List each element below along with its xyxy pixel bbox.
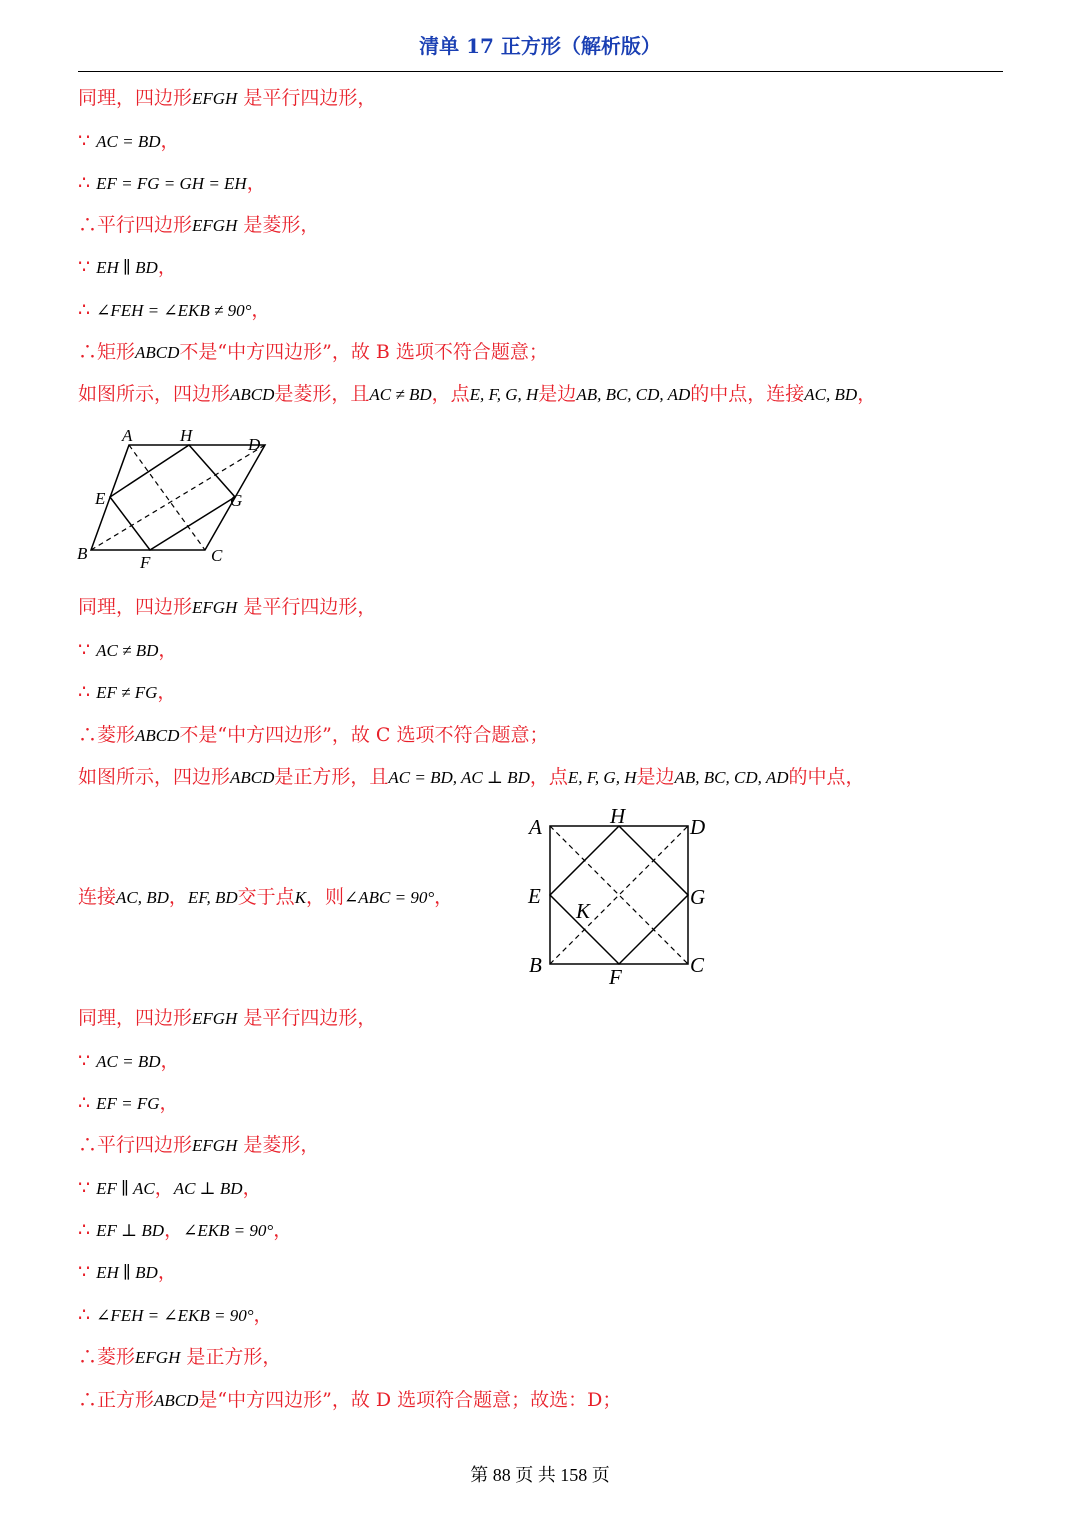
math-expression: E, F, G, H [469,385,539,404]
text-line [78,1260,177,1285]
logic-symbol: ∴ [78,1219,97,1241]
logic-symbol: ∴ [78,1092,97,1114]
vertex-label: H [610,804,626,828]
text-segment: ， [158,639,178,661]
math-expression: E, F, G, H [567,768,637,787]
text-segment: 矩形 [97,341,136,363]
math-expression: EFGH [135,1348,181,1367]
text-segment: ，点 [431,383,470,405]
text-line [78,595,376,620]
logic-symbol: ∴ [78,681,97,703]
text-segment: 是菱形， [237,214,320,236]
text-segment: ， [251,299,271,321]
text-segment: ， [242,1177,262,1199]
text-segment: 平行四边形 [97,214,193,236]
math-expression: AC = BD, AC ⊥ BD [388,768,530,787]
math-expression: ∠EKB = 90° [183,1221,274,1240]
vertex-label: G [230,491,243,510]
text-segment: ， [157,256,177,278]
text-segment: ， [154,1177,174,1199]
math-expression: AB, BC, CD, AD [576,385,691,404]
vertex-label: D [248,435,261,454]
logic-symbol: ∴ [78,172,97,194]
text-segment: 不是“中方四边形”，故 B 选项不符合题意； [179,341,548,363]
vertex-label: A [529,815,542,839]
text-line [78,129,180,154]
header-divider [78,71,1003,72]
text-line [78,1049,180,1074]
text-segment: 是边 [538,383,577,405]
text-segment: ， [273,1219,293,1241]
vertex-label: D [690,815,706,839]
vertex-label: K [576,899,591,923]
text-segment: 是平行四边形， [237,87,377,109]
vertex-label: E [95,489,106,508]
math-expression: AC ⊥ BD [173,1179,243,1198]
text-segment: ， [857,383,877,405]
text-segment: 是边 [636,766,675,788]
math-expression: EFGH [192,216,238,235]
logic-symbol: ∵ [78,639,97,661]
text-segment: 是“中方四边形”，故 D 选项符合题意；故选：D； [198,1389,622,1411]
math-expression: AC = BD [96,132,161,151]
math-expression: EF ≠ FG [96,683,158,702]
text-line [78,382,876,407]
logic-symbol: ∵ [78,1261,97,1283]
math-expression: AC, BD [804,385,858,404]
text-segment: 是平行四边形， [237,596,377,618]
text-segment: 平行四边形 [97,1134,193,1156]
math-expression: ABCD [230,385,275,404]
math-expression: ABCD [135,343,180,362]
text-segment: 是正方形，且 [274,766,389,788]
math-expression: AC ≠ BD [96,641,159,660]
math-expression: K [294,888,307,907]
logic-symbol: ∴ [78,341,98,363]
text-segment: ， [246,172,266,194]
logic-symbol: ∵ [78,256,97,278]
text-line [78,638,177,663]
logic-symbol: ∴ [78,724,98,746]
text-segment: 是正方形， [180,1346,282,1368]
text-segment: 如图所示，四边形 [78,383,231,405]
math-expression: EFGH [192,1136,238,1155]
math-expression: EF, BD [187,888,238,907]
text-segment: ， [160,130,180,152]
text-segment: ， [157,681,177,703]
text-segment: ，则 [306,886,345,908]
logic-symbol: ∵ [78,130,97,152]
math-expression: EF ∥ AC [96,1179,155,1198]
vertex-label: F [140,553,151,572]
math-expression: AC, BD [116,888,169,907]
math-expression: EFGH [192,598,238,617]
vertex-label: E [528,884,541,908]
text-segment: 同理，四边形 [78,87,193,109]
text-line [78,86,376,111]
text-segment: 如图所示，四边形 [78,766,231,788]
math-expression: EH ∥ BD [96,258,158,277]
rhombus-figure [76,424,272,574]
vertex-label: B [529,953,542,977]
text-line [78,723,548,748]
diagonal-ac [129,445,205,550]
page-header-title: 清单 17 正方形（解析版） [419,34,661,58]
text-segment: 同理，四边形 [78,1007,193,1029]
text-segment: 同理，四边形 [78,596,193,618]
text-line [78,1218,292,1243]
text-line [78,1345,281,1370]
math-expression: AB, BC, CD, AD [674,768,789,787]
math-expression: EF ⊥ BD [96,1221,165,1240]
text-segment: 是菱形， [237,1134,320,1156]
logic-symbol: ∴ [78,1346,98,1368]
text-segment: ， [253,1304,273,1326]
logic-symbol: ∴ [78,214,98,236]
text-segment: 交于点 [237,886,295,908]
parallelogram-efgh-outline [110,445,235,550]
text-line [78,340,548,365]
math-expression: EF = FG = GH = EH [96,174,247,193]
logic-symbol: ∴ [78,1134,98,1156]
text-segment: 的中点， [788,766,865,788]
text-segment: 不是“中方四边形”，故 C 选项不符合题意； [179,724,549,746]
math-expression: EF = FG [96,1094,160,1113]
math-expression: ∠FEH = ∠EKB ≠ 90° [96,301,252,320]
text-segment: 正方形 [97,1389,155,1411]
vertex-label: H [180,426,193,445]
text-segment: ，点 [529,766,568,788]
text-line [78,1006,376,1031]
vertex-label: C [690,953,705,977]
math-expression: ABCD [135,726,180,745]
text-segment: 是菱形，且 [274,383,370,405]
page-number-footer: 第 88 页 共 158 页 [470,1465,610,1485]
math-expression: EFGH [192,89,238,108]
logic-symbol: ∵ [78,1050,97,1072]
math-expression: ABCD [230,768,275,787]
text-segment: 菱形 [97,724,136,746]
logic-symbol: ∴ [78,1389,98,1411]
text-line [78,1091,179,1116]
math-expression: ∠ABC = 90° [344,888,435,907]
text-line [78,885,453,910]
text-line [78,255,177,280]
square-figure [522,804,718,992]
math-expression: ∠FEH = ∠EKB = 90° [96,1306,254,1325]
text-line [78,298,270,323]
logic-symbol: ∴ [78,1304,97,1326]
logic-symbol: ∵ [78,1177,97,1199]
text-segment: 的中点，连接 [690,383,805,405]
logic-symbol: ∴ [78,299,97,321]
text-line [78,680,176,705]
text-segment: 菱形 [97,1346,136,1368]
vertex-label: A [122,426,133,445]
text-line [78,213,319,238]
text-line [78,1176,262,1201]
text-line [78,1388,621,1413]
math-expression: AC ≠ BD [369,385,432,404]
math-expression: ABCD [154,1391,199,1410]
vertex-label: C [211,546,223,565]
text-segment: ， [168,886,188,908]
text-segment: ， [160,1050,180,1072]
vertex-label: B [77,544,88,563]
text-line [78,1133,319,1158]
text-segment: 是平行四边形， [237,1007,377,1029]
text-segment: ， [164,1219,184,1241]
math-expression: EH ∥ BD [96,1263,158,1282]
text-line [78,171,266,196]
math-expression: EFGH [192,1009,238,1028]
vertex-label: F [609,965,622,989]
text-segment: ， [157,1261,177,1283]
text-line [78,765,865,790]
vertex-label: G [690,885,706,909]
math-expression: AC = BD [96,1052,161,1071]
text-segment: 连接 [78,886,117,908]
text-segment: ， [434,886,454,908]
text-segment: ， [159,1092,179,1114]
text-line [78,1303,273,1328]
